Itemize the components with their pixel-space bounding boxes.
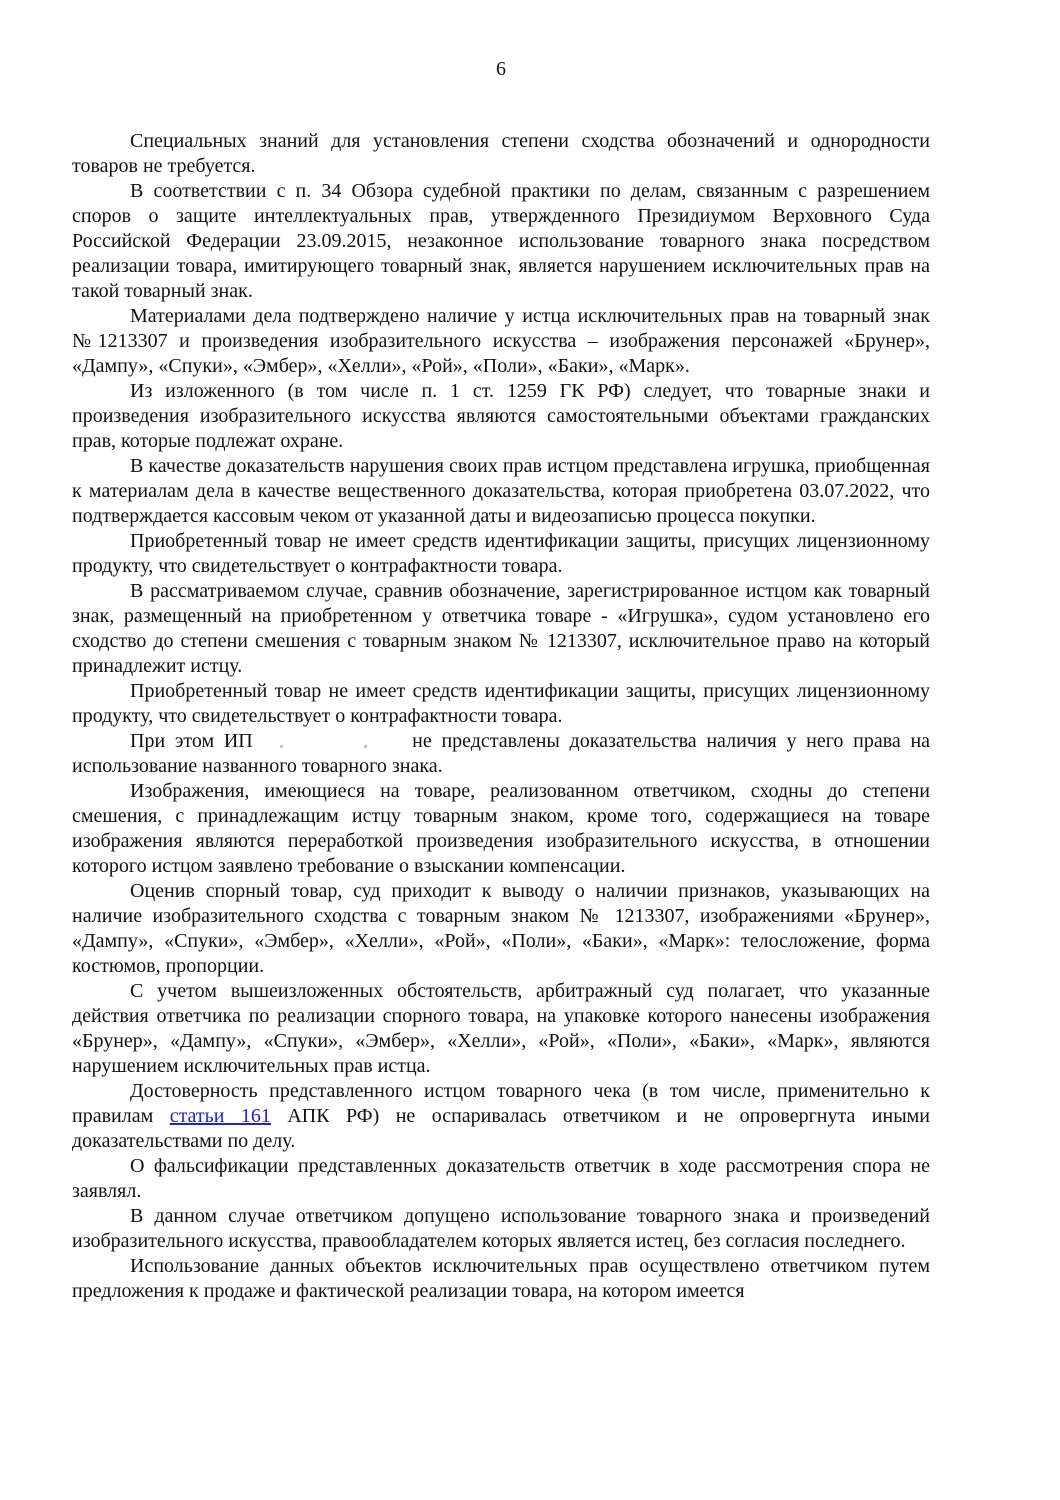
paragraph-2: В соответствии с п. 34 Обзора судебной практики по делам, связанным с разрешением споров о защите интеллектуальных прав, утвержденного Президиумом Верховного Суда Российской Федерации 23.09.2015, незаконное использование товарного знака посредством реализации товара, имитирующего товарный знак, является нарушением исключительных прав на такой товарный знак. bbox=[72, 180, 930, 302]
paragraph-13-before: Достоверность представленного истцом товарного чека (в том числе, применительно к правилам bbox=[72, 1080, 930, 1127]
paragraph-13-after: АПК РФ) не оспаривалась ответчиком и не опровергнута иными доказательствами по делу. bbox=[72, 1105, 930, 1152]
paragraph-14: О фальсификации представленных доказательств ответчик в ходе рассмотрения спора не заявлял. bbox=[72, 1155, 930, 1202]
paragraph-1: Специальных знаний для установления степени сходства обозначений и однородности товаров не требуется. bbox=[72, 130, 930, 177]
document-body bbox=[72, 129, 930, 1304]
paragraph-13-with-link bbox=[72, 1079, 930, 1154]
paragraph-9-after: не представлены доказательства наличия у него права на использование названного товарного знака. bbox=[72, 730, 931, 777]
paragraph-8: Приобретенный товар не имеет средств идентификации защиты, присущих лицензионному продукту, что свидетельствует о контрафактности товара. bbox=[72, 680, 930, 727]
paragraph-16: Использование данных объектов исключительных прав осуществлено ответчиком путем предложения к продаже и фактической реализации товара, на котором имеется bbox=[72, 1255, 930, 1302]
paragraph-9-redacted bbox=[72, 729, 930, 779]
paragraph-12: С учетом вышеизложенных обстоятельств, арбитражный суд полагает, что указанные действия ответчика по реализации спорного товара, на упаковке которого нанесены изображения «Брунер», «Дампу», «Спуки», «Эмбер», «Хелли», «Рой», «Поли», «Баки», «Марк», являются нарушением исключительных прав истца. bbox=[72, 980, 930, 1077]
page-number: 6 bbox=[496, 58, 506, 80]
paragraph-11: Оценив спорный товар, суд приходит к выводу о наличии признаков, указывающих на наличие изобразительного сходства с товарным знаком № 1213307, изображениями «Брунер», «Дампу», «Спуки», «Эмбер», «Хелли», «Рой», «Поли», «Баки», «Марк»: телосложение, форма костюмов, пропорции. bbox=[72, 880, 930, 977]
paragraph-4: Из изложенного (в том числе п. 1 ст. 1259 ГК РФ) следует, что товарные знаки и произведения изобразительного искусства являются самостоятельными объектами гражданских прав, которые подлежат охране. bbox=[72, 380, 930, 452]
article-161-link[interactable]: статьи 161 bbox=[169, 1105, 271, 1127]
paragraph-3: Материалами дела подтверждено наличие у истца исключительных прав на товарный знак №1213307 и произведения изобразительного искусства – изображения персонажей «Брунер», «Дампу», «Спуки», «Эмбер», «Хелли», «Рой», «Поли», «Баки», «Марк». bbox=[72, 305, 930, 377]
paragraph-9-before: При этом ИП bbox=[130, 730, 253, 752]
paragraph-6: Приобретенный товар не имеет средств идентификации защиты, присущих лицензионному продукту, что свидетельствует о контрафактности товара. bbox=[72, 530, 930, 577]
redacted-entrepreneur-name bbox=[262, 745, 402, 747]
paragraph-7: В рассматриваемом случае, сравнив обозначение, зарегистрированное истцом как товарный знак, размещенный на приобретенном у ответчика товаре - «Игрушка», судом установлено его сходство до степени смешения с товарным знаком № 1213307, исключительное право на который принадлежит истцу. bbox=[72, 580, 930, 677]
paragraph-10: Изображения, имеющиеся на товаре, реализованном ответчиком, сходны до степени смешения, с принадлежащим истцу товарным знаком, кроме того, содержащиеся на товаре изображения являются переработкой произведения изобразительного искусства, в отношении которого истцом заявлено требование о взыскании компенсации. bbox=[72, 780, 930, 877]
paragraph-5: В качестве доказательств нарушения своих прав истцом представлена игрушка, приобщенная к материалам дела в качестве вещественного доказательства, которая приобретена 03.07.2022, что подтверждается кассовым чеком от указанной даты и видеозаписью процесса покупки. bbox=[72, 455, 930, 527]
paragraph-15: В данном случае ответчиком допущено использование товарного знака и произведений изобразительного искусства, правообладателем которых является истец, без согласия последнего. bbox=[72, 1205, 930, 1252]
